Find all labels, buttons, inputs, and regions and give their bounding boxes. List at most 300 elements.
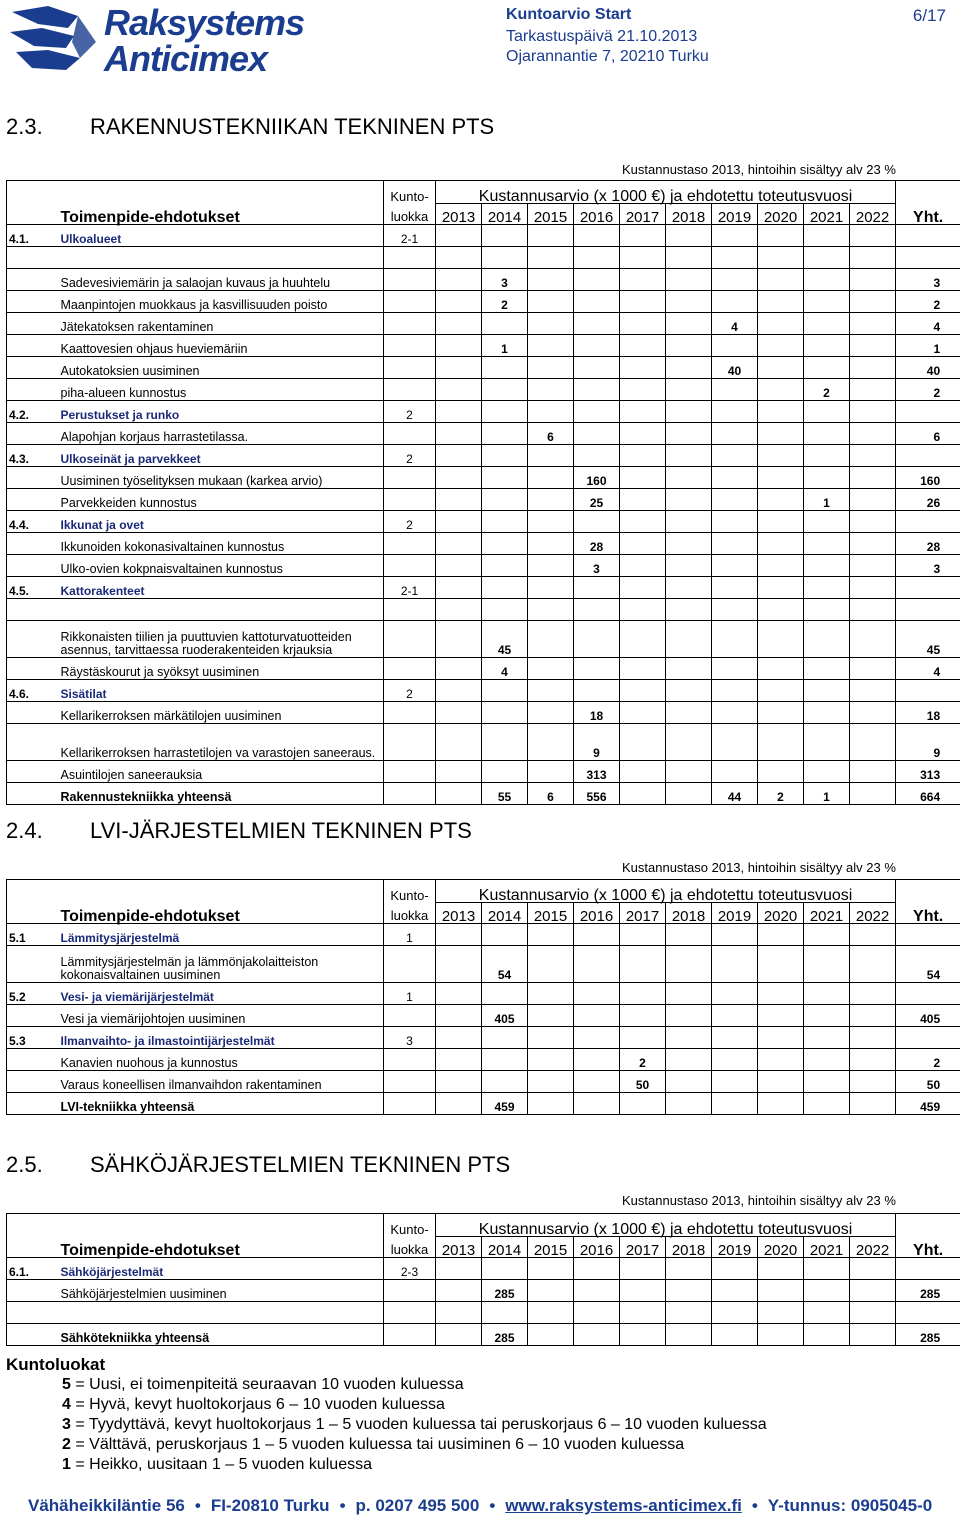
year-header: 2020 <box>758 903 804 924</box>
year-cost-cell <box>758 1093 804 1115</box>
year-cost-cell <box>436 621 482 658</box>
category-row <box>7 445 960 467</box>
pts-table <box>6 180 960 805</box>
category-code: 4.3. <box>7 445 59 467</box>
year-cost-cell: 40 <box>712 357 758 379</box>
logo-text-line1: Raksystems <box>104 2 305 43</box>
year-cost-cell <box>850 467 896 489</box>
row-total-cell: 4 <box>896 313 960 335</box>
year-cost-cell <box>804 1324 850 1346</box>
year-cost-cell <box>804 946 850 983</box>
category-row <box>7 577 960 599</box>
measure-label: piha-alueen kunnostus <box>59 379 384 401</box>
year-cost-cell <box>528 946 574 983</box>
row-total-cell: 40 <box>896 357 960 379</box>
row-total-cell: 1 <box>896 335 960 357</box>
legend-key: 3 <box>62 1416 71 1433</box>
year-cost-cell <box>758 702 804 724</box>
year-cost-cell <box>528 379 574 401</box>
footer-ytunnus: Y-tunnus: 0905045-0 <box>767 1496 933 1515</box>
year-cost-cell <box>712 379 758 401</box>
year-cost-cell <box>850 313 896 335</box>
year-cost-cell <box>436 313 482 335</box>
category-code: 6.1. <box>7 1258 59 1280</box>
year-cost-cell <box>482 702 528 724</box>
year-cost-cell <box>620 1324 666 1346</box>
year-cost-cell <box>528 467 574 489</box>
inspection-date: Tarkastuspäivä 21.10.2013 <box>506 28 698 45</box>
measure-label: Varaus koneellisen ilmanvaihdon rakentaminen <box>59 1071 384 1093</box>
year-cost-cell <box>666 313 712 335</box>
category-row <box>7 983 960 1005</box>
year-cost-cell <box>620 1280 666 1302</box>
year-cost-cell: 50 <box>620 1071 666 1093</box>
year-cost-cell <box>850 621 896 658</box>
condition-class: 1 <box>384 983 436 1005</box>
year-cost-cell <box>620 489 666 511</box>
year-cost-cell <box>436 658 482 680</box>
year-cost-cell <box>804 658 850 680</box>
kuntoluokka-header-1: Kunto- <box>384 1214 436 1237</box>
year-cost-cell <box>574 313 620 335</box>
year-cost-cell <box>758 1324 804 1346</box>
year-header: 2022 <box>850 1237 896 1258</box>
legend-item <box>62 1436 684 1454</box>
row-total-cell: 313 <box>896 761 960 783</box>
year-cost-cell <box>528 357 574 379</box>
table-row <box>7 1049 960 1071</box>
year-cost-cell <box>850 423 896 445</box>
year-header: 2020 <box>758 204 804 225</box>
table-row <box>7 247 960 269</box>
section-heading: LVI-JÄRJESTELMIEN TEKNINEN PTS <box>90 818 472 843</box>
year-cost-cell <box>666 1005 712 1027</box>
measure-label: Vesi ja viemärijohtojen uusiminen <box>59 1005 384 1027</box>
kuntoluokka-header-2: luokka <box>384 204 436 225</box>
year-cost-cell <box>804 761 850 783</box>
row-total-cell: 45 <box>896 621 960 658</box>
year-cost-cell <box>712 724 758 761</box>
year-cost-cell <box>804 1049 850 1071</box>
year-cost-cell <box>758 467 804 489</box>
section-heading: RAKENNUSTEKNIIKAN TEKNINEN PTS <box>90 114 495 139</box>
year-cost-cell <box>620 702 666 724</box>
year-cost-cell <box>758 533 804 555</box>
section-title <box>6 818 472 844</box>
year-cost-cell <box>850 1049 896 1071</box>
footer-phone: p. 0207 495 500 <box>355 1496 480 1515</box>
condition-class: 2-1 <box>384 577 436 599</box>
row-total-cell: 3 <box>896 555 960 577</box>
year-cost-cell <box>850 658 896 680</box>
year-cost-cell <box>436 783 482 805</box>
row-total-cell: 459 <box>896 1093 960 1115</box>
row-total-cell: 2 <box>896 291 960 313</box>
logo-text-line2: Anticimex <box>104 38 268 79</box>
year-cost-cell <box>804 467 850 489</box>
legend-text: = Uusi, ei toimenpiteitä seuraavan 10 vuoden kuluessa <box>70 1376 464 1393</box>
cost-estimate-header: Kustannusarvio (x 1000 €) ja ehdotettu toteutusvuosi <box>436 880 896 903</box>
year-cost-cell <box>758 621 804 658</box>
table-row <box>7 269 960 291</box>
year-cost-cell <box>850 702 896 724</box>
category-label: Ulkoalueet <box>59 225 384 247</box>
year-cost-cell <box>666 1049 712 1071</box>
year-cost-cell <box>712 269 758 291</box>
year-cost-cell <box>666 946 712 983</box>
year-cost-cell: 28 <box>574 533 620 555</box>
table-row <box>7 761 960 783</box>
year-cost-cell <box>712 1280 758 1302</box>
condition-class: 2 <box>384 445 436 467</box>
year-header: 2014 <box>482 1237 528 1258</box>
year-cost-cell <box>666 1280 712 1302</box>
year-header: 2019 <box>712 1237 758 1258</box>
year-cost-cell: 55 <box>482 783 528 805</box>
legend-key: 4 <box>62 1396 71 1413</box>
condition-class: 3 <box>384 1027 436 1049</box>
legend-key: 5 <box>62 1376 71 1393</box>
year-cost-cell <box>436 423 482 445</box>
legend-text: = Heikko, uusitaan 1 – 5 vuoden kuluessa <box>70 1456 372 1473</box>
table-row <box>7 702 960 724</box>
year-cost-cell: 3 <box>574 555 620 577</box>
year-cost-cell <box>574 423 620 445</box>
year-cost-cell <box>850 1324 896 1346</box>
year-cost-cell <box>712 1071 758 1093</box>
category-code: 4.1. <box>7 225 59 247</box>
year-cost-cell <box>850 335 896 357</box>
year-cost-cell <box>620 1005 666 1027</box>
year-cost-cell: 45 <box>482 621 528 658</box>
year-cost-cell <box>528 724 574 761</box>
category-code: 5.1 <box>7 924 59 946</box>
year-cost-cell <box>574 269 620 291</box>
year-cost-cell <box>436 357 482 379</box>
year-cost-cell <box>482 555 528 577</box>
year-cost-cell <box>712 702 758 724</box>
year-cost-cell: 1 <box>804 489 850 511</box>
year-cost-cell <box>850 379 896 401</box>
year-cost-cell <box>666 467 712 489</box>
year-cost-cell <box>574 621 620 658</box>
legend-title: Kuntoluokat <box>6 1355 106 1374</box>
year-cost-cell <box>712 1049 758 1071</box>
year-header: 2015 <box>528 1237 574 1258</box>
total-header: Yht. <box>896 1237 960 1258</box>
year-cost-cell <box>574 1324 620 1346</box>
year-cost-cell: 160 <box>574 467 620 489</box>
section-number: 2.4. <box>6 818 43 843</box>
year-cost-cell <box>804 1280 850 1302</box>
row-total-cell: 285 <box>896 1324 960 1346</box>
measure-label: Lämmitysjärjestelmän ja lämmönjakolaitteiston kokonaisvaltainen uusiminen <box>59 946 384 983</box>
condition-class: 2-3 <box>384 1258 436 1280</box>
year-cost-cell <box>850 357 896 379</box>
year-header: 2021 <box>804 903 850 924</box>
year-cost-cell <box>804 269 850 291</box>
total-row <box>7 1324 960 1346</box>
total-header: Yht. <box>896 204 960 225</box>
category-row <box>7 680 960 702</box>
toimenpide-header: Toimenpide-ehdotukset <box>59 204 384 225</box>
year-cost-cell <box>528 761 574 783</box>
year-header: 2022 <box>850 903 896 924</box>
year-cost-cell <box>758 946 804 983</box>
year-cost-cell: 6 <box>528 423 574 445</box>
category-code: 4.2. <box>7 401 59 423</box>
year-cost-cell <box>574 1049 620 1071</box>
condition-class: 2 <box>384 401 436 423</box>
year-cost-cell <box>436 761 482 783</box>
year-cost-cell <box>758 1280 804 1302</box>
year-cost-cell <box>620 1093 666 1115</box>
year-cost-cell <box>482 1071 528 1093</box>
year-cost-cell: 3 <box>482 269 528 291</box>
measure-label: Kellarikerroksen harrastetilojen va varastojen saneeraus. <box>59 724 384 761</box>
property-address: Ojarannantie 7, 20210 Turku <box>506 48 709 65</box>
year-cost-cell <box>574 379 620 401</box>
legend-text: = Hyvä, kevyt huoltokorjaus 6 – 10 vuoden kuluessa <box>70 1396 445 1413</box>
year-header: 2015 <box>528 204 574 225</box>
condition-class: 2-1 <box>384 225 436 247</box>
legend-text: = Välttävä, peruskorjaus 1 – 5 vuoden kuluessa tai uusiminen 6 – 10 vuoden kuluessa <box>70 1436 685 1453</box>
year-header: 2018 <box>666 1237 712 1258</box>
year-cost-cell <box>758 1071 804 1093</box>
cost-level-note: Kustannustaso 2013, hintoihin sisältyy alv 23 % <box>622 860 896 875</box>
year-cost-cell <box>850 783 896 805</box>
year-cost-cell <box>436 1324 482 1346</box>
year-cost-cell: 44 <box>712 783 758 805</box>
legend-text: = Tyydyttävä, kevyt huoltokorjaus 1 – 5 vuoden kuluessa tai peruskorjaus 6 – 10 vuoden kuluessa <box>70 1416 767 1433</box>
measure-label: Maanpintojen muokkaus ja kasvillisuuden poisto <box>59 291 384 313</box>
year-cost-cell <box>666 291 712 313</box>
row-total-cell: 6 <box>896 423 960 445</box>
year-cost-cell <box>528 269 574 291</box>
year-cost-cell <box>666 658 712 680</box>
year-cost-cell <box>804 621 850 658</box>
section-number: 2.5. <box>6 1152 43 1177</box>
year-cost-cell <box>804 533 850 555</box>
year-cost-cell <box>620 335 666 357</box>
year-cost-cell <box>712 946 758 983</box>
year-cost-cell: 459 <box>482 1093 528 1115</box>
year-cost-cell <box>850 1280 896 1302</box>
table-row <box>7 313 960 335</box>
year-cost-cell <box>620 946 666 983</box>
year-cost-cell <box>712 335 758 357</box>
category-row <box>7 401 960 423</box>
year-cost-cell <box>758 269 804 291</box>
measure-label: Ikkunoiden kokonasivaltainen kunnostus <box>59 533 384 555</box>
total-label: LVI-tekniikka yhteensä <box>59 1093 384 1115</box>
year-cost-cell <box>574 658 620 680</box>
year-cost-cell: 2 <box>482 291 528 313</box>
category-label: Perustukset ja runko <box>59 401 384 423</box>
year-cost-cell <box>528 702 574 724</box>
year-cost-cell <box>528 555 574 577</box>
measure-label: Sadevesiviemärin ja salaojan kuvaus ja huuhtelu <box>59 269 384 291</box>
year-header: 2022 <box>850 204 896 225</box>
row-total-cell: 3 <box>896 269 960 291</box>
condition-class: 1 <box>384 924 436 946</box>
total-label: Rakennustekniikka yhteensä <box>59 783 384 805</box>
year-cost-cell <box>620 313 666 335</box>
year-cost-cell <box>804 724 850 761</box>
footer-city: FI-20810 Turku <box>210 1496 330 1515</box>
year-header: 2018 <box>666 903 712 924</box>
year-cost-cell <box>436 1049 482 1071</box>
table-header-row <box>7 903 960 924</box>
year-cost-cell <box>666 621 712 658</box>
year-cost-cell <box>482 423 528 445</box>
year-cost-cell <box>758 335 804 357</box>
table-row <box>7 1302 960 1324</box>
legend-item <box>62 1396 445 1414</box>
year-cost-cell <box>620 783 666 805</box>
measure-label: Kanavien nuohous ja kunnostus <box>59 1049 384 1071</box>
year-cost-cell: 6 <box>528 783 574 805</box>
category-label: Lämmitysjärjestelmä <box>59 924 384 946</box>
year-cost-cell <box>574 357 620 379</box>
year-cost-cell <box>528 533 574 555</box>
category-label: Kattorakenteet <box>59 577 384 599</box>
year-cost-cell <box>850 269 896 291</box>
year-header: 2017 <box>620 204 666 225</box>
row-total-cell: 664 <box>896 783 960 805</box>
total-row <box>7 783 960 805</box>
section-title <box>6 114 494 140</box>
year-cost-cell <box>758 724 804 761</box>
category-row <box>7 924 960 946</box>
year-cost-cell <box>620 555 666 577</box>
year-cost-cell <box>712 761 758 783</box>
table-header-row <box>7 1214 960 1237</box>
row-total-cell: 4 <box>896 658 960 680</box>
year-header: 2019 <box>712 903 758 924</box>
year-cost-cell <box>574 291 620 313</box>
year-cost-cell: 25 <box>574 489 620 511</box>
year-cost-cell <box>850 489 896 511</box>
year-cost-cell <box>758 379 804 401</box>
year-cost-cell: 4 <box>482 658 528 680</box>
table-header-row <box>7 880 960 903</box>
year-header: 2013 <box>436 1237 482 1258</box>
row-total-cell: 28 <box>896 533 960 555</box>
year-cost-cell <box>712 291 758 313</box>
year-cost-cell: 1 <box>482 335 528 357</box>
legend-item <box>62 1416 767 1434</box>
year-cost-cell <box>712 1005 758 1027</box>
year-header: 2017 <box>620 903 666 924</box>
category-code: 4.5. <box>7 577 59 599</box>
footer-url-link[interactable]: www.raksystems-anticimex.fi <box>505 1496 742 1515</box>
year-cost-cell <box>528 291 574 313</box>
year-cost-cell <box>850 761 896 783</box>
year-cost-cell <box>528 1324 574 1346</box>
year-cost-cell <box>528 1049 574 1071</box>
condition-class: 2 <box>384 511 436 533</box>
year-cost-cell: 2 <box>804 379 850 401</box>
table-row <box>7 1280 960 1302</box>
year-cost-cell <box>666 724 712 761</box>
year-cost-cell <box>436 489 482 511</box>
year-cost-cell <box>712 467 758 489</box>
toimenpide-header: Toimenpide-ehdotukset <box>59 903 384 924</box>
year-cost-cell <box>436 291 482 313</box>
year-cost-cell <box>574 1093 620 1115</box>
year-cost-cell <box>620 761 666 783</box>
year-cost-cell <box>528 313 574 335</box>
year-cost-cell <box>620 291 666 313</box>
table-row <box>7 599 960 621</box>
year-cost-cell <box>666 555 712 577</box>
total-label: Sähkötekniikka yhteensä <box>59 1324 384 1346</box>
legend-item <box>62 1456 372 1474</box>
page-number: 6/17 <box>912 6 946 25</box>
year-cost-cell <box>758 489 804 511</box>
year-cost-cell: 285 <box>482 1280 528 1302</box>
table-row <box>7 533 960 555</box>
year-cost-cell <box>482 379 528 401</box>
row-total-cell: 2 <box>896 379 960 401</box>
footer-street: Vähäheikkiläntie 56 <box>28 1496 185 1515</box>
year-cost-cell <box>436 335 482 357</box>
category-label: Ilmanvaihto- ja ilmastointijärjestelmät <box>59 1027 384 1049</box>
year-cost-cell <box>528 1005 574 1027</box>
year-cost-cell <box>712 658 758 680</box>
year-cost-cell <box>482 313 528 335</box>
year-cost-cell <box>528 658 574 680</box>
year-cost-cell: 2 <box>620 1049 666 1071</box>
year-cost-cell <box>620 467 666 489</box>
table-row <box>7 489 960 511</box>
year-header: 2013 <box>436 204 482 225</box>
year-cost-cell <box>712 1324 758 1346</box>
year-cost-cell <box>436 379 482 401</box>
year-cost-cell <box>436 269 482 291</box>
measure-label: Alapohjan korjaus harrastetilassa. <box>59 423 384 445</box>
year-cost-cell <box>758 1049 804 1071</box>
legend-key: 2 <box>62 1436 71 1453</box>
year-cost-cell <box>620 269 666 291</box>
year-cost-cell <box>804 702 850 724</box>
year-cost-cell <box>804 1093 850 1115</box>
section-title <box>6 1152 510 1178</box>
measure-label: Jätekatoksen rakentaminen <box>59 313 384 335</box>
year-cost-cell <box>804 335 850 357</box>
category-code: 4.6. <box>7 680 59 702</box>
year-header: 2021 <box>804 204 850 225</box>
year-cost-cell: 285 <box>482 1324 528 1346</box>
year-cost-cell <box>666 783 712 805</box>
table-row <box>7 467 960 489</box>
table-row <box>7 335 960 357</box>
report-title: Kuntoarvio Start <box>506 6 632 23</box>
footer: Vähäheikkiläntie 56 • FI-20810 Turku • p. 0207 495 500 • www.raksystems-anticimex.fi • Y-tunnus: 0905045-0 <box>28 1496 933 1515</box>
measure-label: Rikkonaisten tiilien ja puuttuvien kattoturvatuotteiden asennus, tarvittaessa ruoderakenteiden krjauksia <box>59 621 384 658</box>
year-header: 2014 <box>482 903 528 924</box>
table-row <box>7 724 960 761</box>
measure-label: Kaattovesien ohjaus hueviemäriin <box>59 335 384 357</box>
year-header: 2013 <box>436 903 482 924</box>
row-total-cell: 9 <box>896 724 960 761</box>
year-cost-cell <box>804 1071 850 1093</box>
year-cost-cell <box>436 555 482 577</box>
year-cost-cell <box>804 291 850 313</box>
year-cost-cell <box>666 1324 712 1346</box>
category-row <box>7 225 960 247</box>
